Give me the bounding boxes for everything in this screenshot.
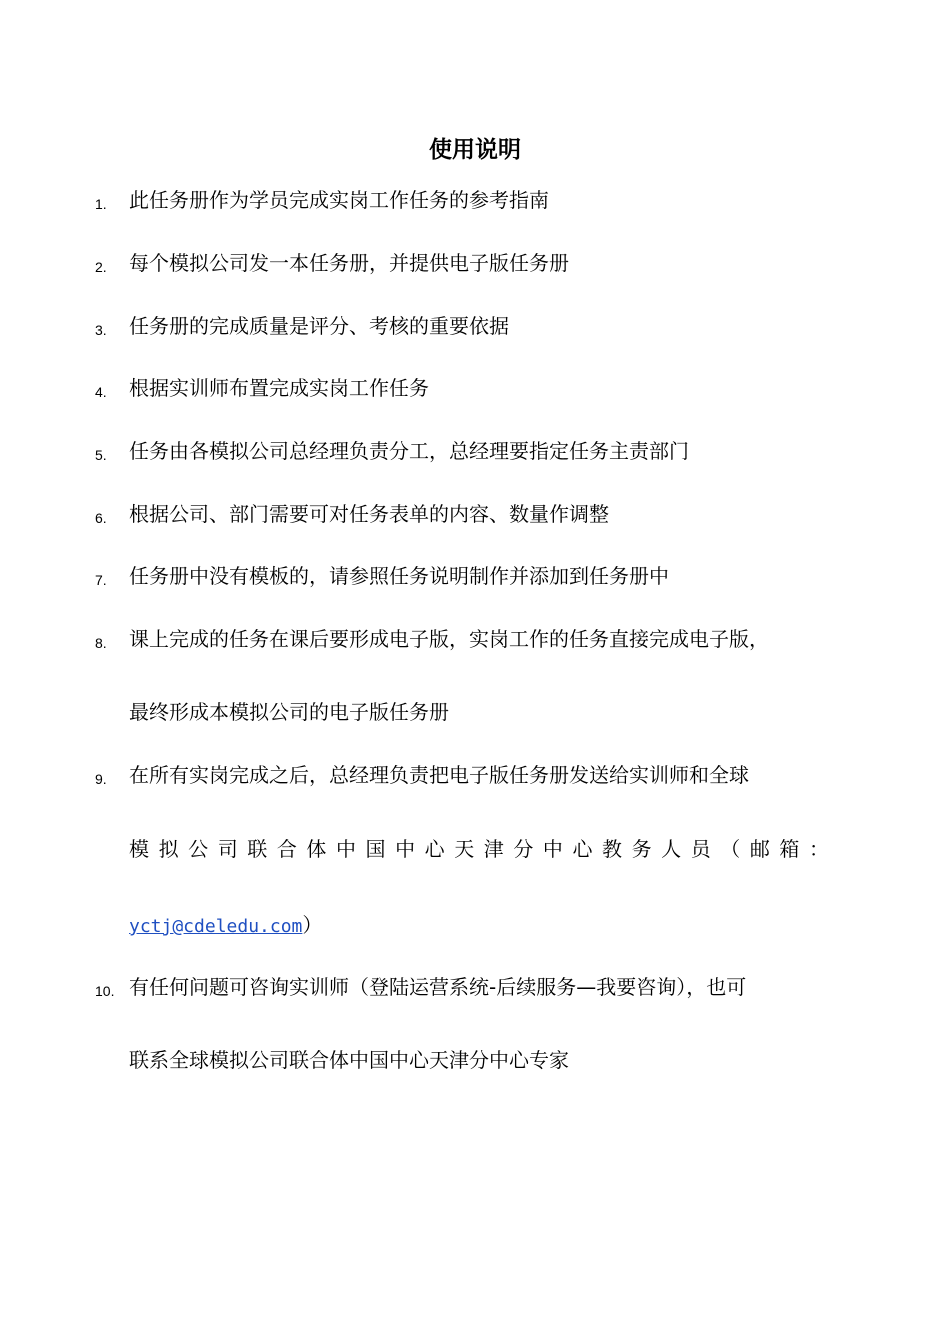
list-item-number: 3. <box>95 322 107 338</box>
list-item-number: 4. <box>95 384 107 400</box>
list-item-text: 根据公司、部门需要可对任务表单的内容、数量作调整 <box>129 502 609 526</box>
list-item-text: 课上完成的任务在课后要形成电子版，实岗工作的任务直接完成电子版， <box>129 627 769 651</box>
list-item-number: 1. <box>95 196 107 212</box>
page-title: 使用说明 <box>429 137 521 163</box>
list-item-number: 2. <box>95 259 107 275</box>
list-item-text-continued <box>129 911 322 941</box>
list-item-text-continued: 模拟公司联合体中国中心天津分中心教务人员（邮箱： <box>129 837 829 861</box>
list-item-number: 8. <box>95 635 107 651</box>
list-item-text: 任务册中没有模板的，请参照任务说明制作并添加到任务册中 <box>129 564 669 588</box>
email-suffix: ） <box>302 913 323 937</box>
list-item-text: 每个模拟公司发一本任务册，并提供电子版任务册 <box>129 251 569 275</box>
list-item-text: 根据实训师布置完成实岗工作任务 <box>129 376 429 400</box>
list-item-text: 此任务册作为学员完成实岗工作任务的参考指南 <box>129 188 549 212</box>
list-item-text: 任务册的完成质量是评分、考核的重要依据 <box>129 314 509 338</box>
list-item-number: 7. <box>95 572 107 588</box>
list-item-text-continued: 联系全球模拟公司联合体中国中心天津分中心专家 <box>129 1048 569 1072</box>
list-item-number: 10. <box>95 983 115 999</box>
list-item-text: 有任何问题可咨询实训师（登陆运营系统-后续服务—我要咨询），也可 <box>129 975 747 999</box>
list-item-text: 任务由各模拟公司总经理负责分工，总经理要指定任务主责部门 <box>129 439 689 463</box>
list-item-number: 6. <box>95 510 107 526</box>
email-link[interactable]: yctj@cdeledu.com <box>129 916 303 937</box>
list-item-text: 在所有实岗完成之后，总经理负责把电子版任务册发送给实训师和全球 <box>129 763 749 787</box>
list-item-number: 9. <box>95 771 107 787</box>
list-item-number: 5. <box>95 447 107 463</box>
list-item-text-continued: 最终形成本模拟公司的电子版任务册 <box>129 700 449 724</box>
